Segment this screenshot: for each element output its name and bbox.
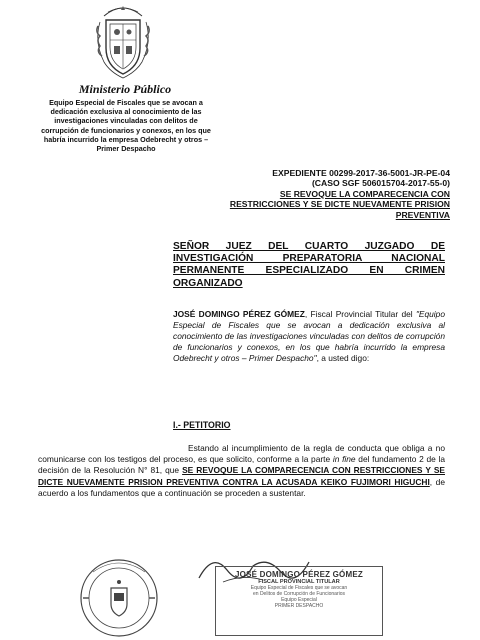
organization-description: Equipo Especial de Fiscales que se avocan a dedicación exclusiva al conocimiento de las investigaciones vinculadas con delitos de corrupción de funcionarios y conexos, en los que habría incurrido la empresa Odebrecht y otros – Primer Despacho xyxy=(41,98,211,154)
petitorio-italic: in fine xyxy=(332,454,356,465)
intro-text-1: , Fiscal Provincial Titular del xyxy=(304,309,416,319)
petitorio-text-1: Estando al incumplimiento de la regla de conducta que obliga a no comunicarse con los testigos del proceso, es que solicito, conforme a la parte xyxy=(38,443,445,465)
coat-of-arms-seal xyxy=(90,2,156,82)
prosecutor-name: JOSÉ DOMINGO PÉREZ GÓMEZ xyxy=(173,309,305,319)
intro-text-2: , a usted digo: xyxy=(316,353,370,364)
petitorio-paragraph xyxy=(38,443,445,499)
expediente-number: EXPEDIENTE 00299-2017-36-5001-JR-PE-04 xyxy=(272,168,450,178)
petitorio-request: SE REVOQUE LA COMPARECENCIA CON RESTRICCIONES Y SE DICTE NUEVAMENTE PRISION PREVENTIVA CONTRA LA ACUSADA KEIKO FUJIMORI HIGUCHI xyxy=(38,465,445,487)
petitorio-text-2: del fundamento 2 de la decisión de la Resolución N° 81, que xyxy=(38,454,445,476)
petitorio-text-3: , de acuerdo a los fundamentos que a continuación se proceden a sustentar. xyxy=(38,476,445,498)
subject-line-2: RESTRICCIONES Y SE DICTE NUEVAMENTE PRISION xyxy=(229,199,450,210)
signer-unit-1: Equipo Especial de Fiscales que se avocan xyxy=(250,585,348,591)
section-heading: I.- PETITORIO xyxy=(173,420,231,430)
signature-stamp-box xyxy=(215,566,383,636)
signer-unit-2: en Delitos de Corrupción de Funcionarios xyxy=(253,591,345,597)
signer-unit-4: PRIMER DESPACHO xyxy=(274,603,324,609)
signer-name: JOSÉ DOMINGO PÉREZ GÓMEZ xyxy=(235,570,363,579)
addressee-heading: SEÑOR JUEZ DEL CUARTO JUZGADO DE INVESTIGACIÓN PREPARATORIA NACIONAL PERMANENTE ESPECIALIZADO EN CRIMEN ORGANIZADO xyxy=(173,241,445,289)
intro-paragraph xyxy=(173,309,445,364)
signer-title: FISCAL PROVINCIAL TITULAR xyxy=(258,579,340,585)
signature-block xyxy=(45,542,465,640)
organization-name: Ministerio Público xyxy=(78,82,172,96)
caso-sgf-number: (CASO SGF 506015704-2017-55-0) xyxy=(311,178,450,189)
subject-line-1: SE REVOQUE LA COMPARECENCIA CON xyxy=(279,188,450,199)
intro-quote: "Equipo Especial de Fiscales que se avocan a dedicación exclusiva al conocimiento de las investigaciones vinculadas con delitos de corrupción de funcionarios y conexos, en los que habría incurrido la empresa Odebrecht y otros – Primer Despacho" xyxy=(173,309,445,364)
signer-unit-3: Equipo Especial xyxy=(281,597,317,603)
case-reference xyxy=(120,168,450,220)
official-round-stamp xyxy=(73,552,165,638)
subject-line-3: PREVENTIVA xyxy=(395,209,450,220)
